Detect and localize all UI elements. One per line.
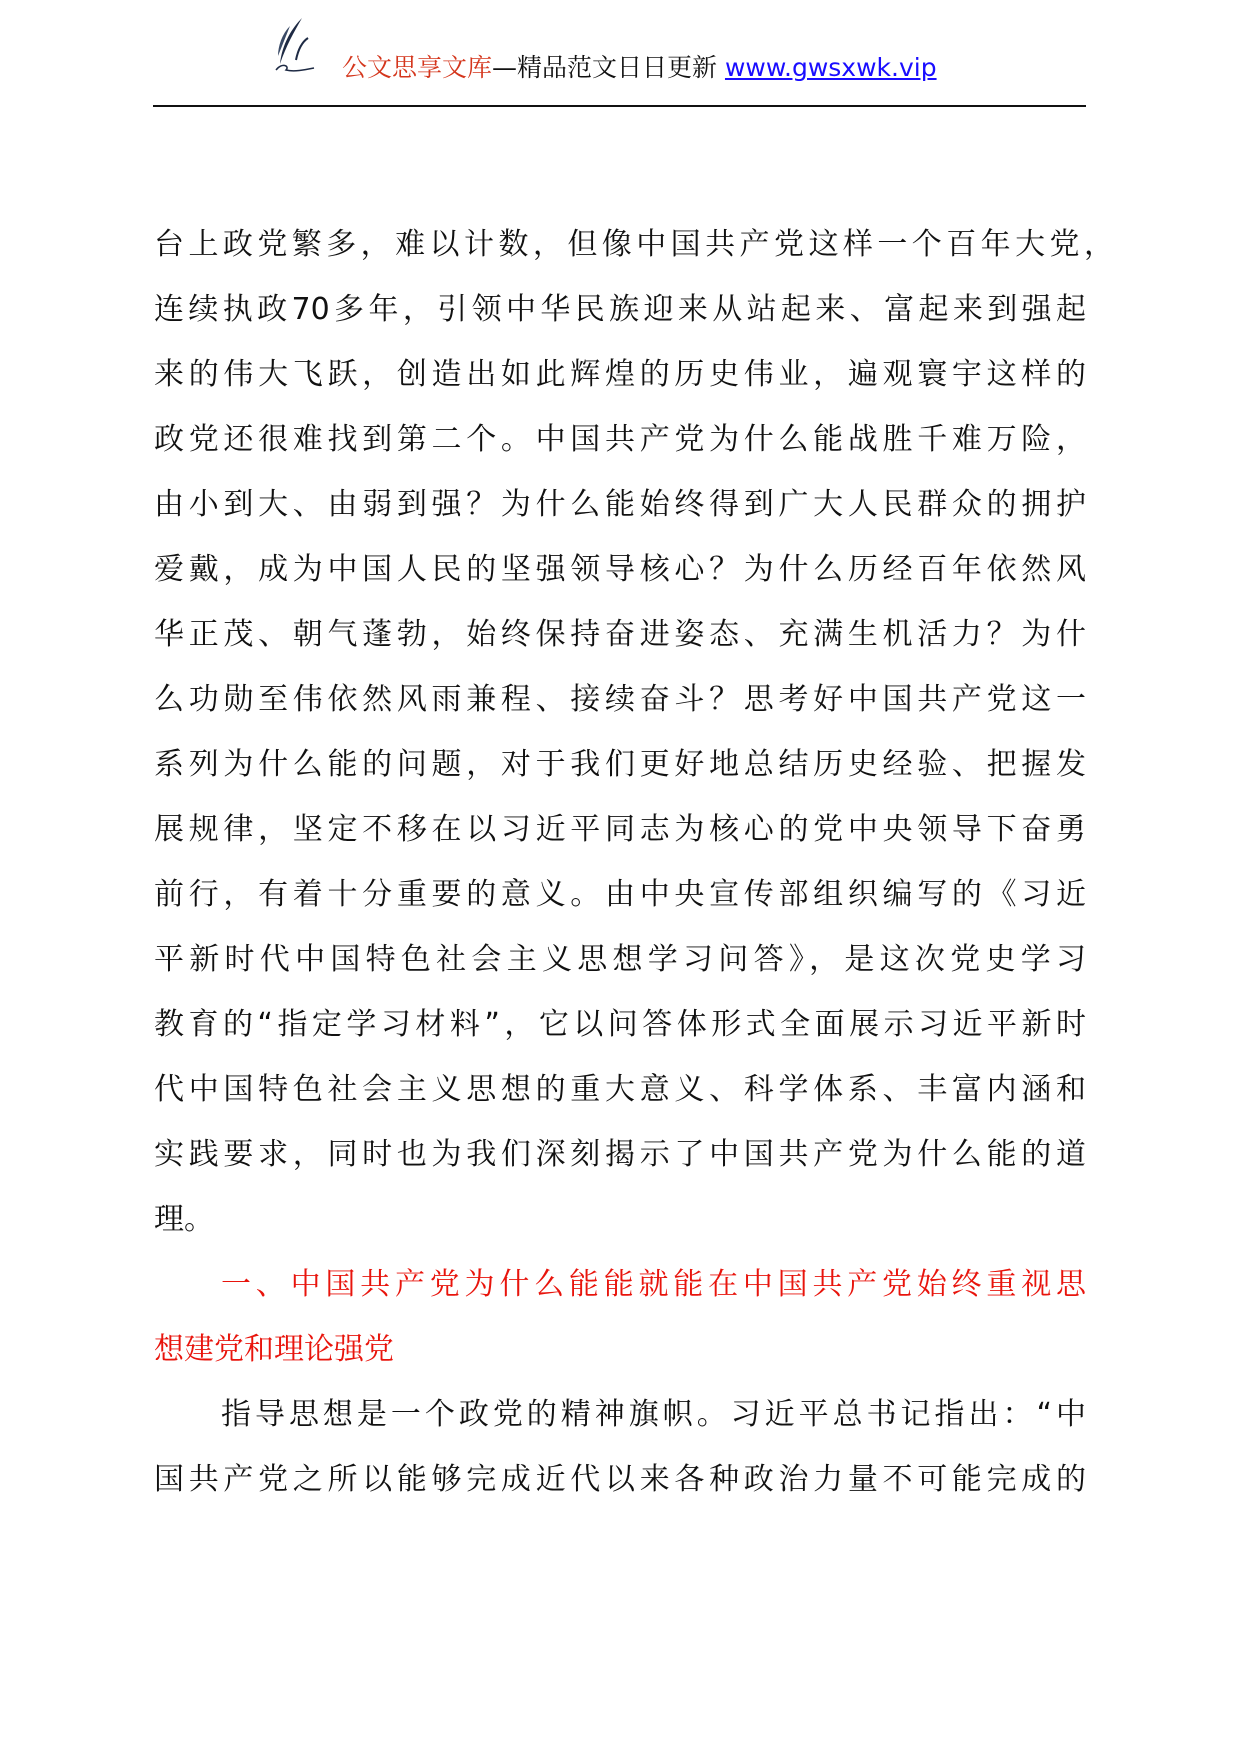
text-line: 展规律，坚定不移在以习近平同志为核心的党中央领导下奋勇 — [154, 812, 1086, 847]
text-line: 由小到大、由弱到强？为什么能始终得到广大人民群众的拥护 — [154, 487, 1086, 522]
document-body — [154, 212, 1114, 1512]
text-line: 政党还很难找到第二个。中国共产党为什么能战胜千难万险， — [154, 422, 1086, 457]
text-line: 前行，有着十分重要的意义。由中央宣传部组织编写的《习近 — [154, 877, 1086, 912]
header-divider — [153, 105, 1086, 107]
text-line: 连续执政70多年，引领中华民族迎来从站起来、富起来到强起 — [154, 292, 1086, 327]
text-line: 理。 — [154, 1202, 214, 1237]
brand-name: 公文思享文库 — [342, 53, 493, 82]
text-line: 么功勋至伟依然风雨兼程、接续奋斗？思考好中国共产党这一 — [154, 682, 1086, 717]
text-line: 教育的“指定学习材料”，它以问答体形式全面展示习近平新时 — [154, 1007, 1086, 1042]
text-line: 指导思想是一个政党的精神旗帜。习近平总书记指出：“中 — [221, 1397, 1086, 1432]
text-line: 国共产党之所以能够完成近代以来各种政治力量不可能完成的 — [154, 1462, 1086, 1497]
text-line: 台上政党繁多，难以计数，但像中国共产党这样一个百年大党， — [154, 227, 1114, 262]
header-banner — [342, 48, 937, 84]
section-heading-line: 一、中国共产党为什么能能就能在中国共产党始终重视思 — [221, 1267, 1086, 1302]
text-line: 爱戴，成为中国人民的坚强领导核心？为什么历经百年依然风 — [154, 552, 1086, 587]
text-line: 实践要求，同时也为我们深刻揭示了中国共产党为什么能的道 — [154, 1137, 1086, 1172]
site-link[interactable]: www.gwsxwk.vip — [724, 53, 937, 82]
text-line: 来的伟大飞跃，创造出如此辉煌的历史伟业，遍观寰宇这样的 — [154, 357, 1086, 392]
text-line: 代中国特色社会主义思想的重大意义、科学体系、丰富内涵和 — [154, 1072, 1086, 1107]
text-line: 系列为什么能的问题，对于我们更好地总结历史经验、把握发 — [154, 747, 1086, 782]
section-heading-line: 想建党和理论强党 — [154, 1332, 394, 1367]
tagline: —精品范文日日更新 — [492, 53, 725, 82]
quill-logo-icon — [272, 16, 318, 74]
text-line: 平新时代中国特色社会主义思想学习问答》，是这次党史学习 — [154, 942, 1086, 977]
text-line: 华正茂、朝气蓬勃，始终保持奋进姿态、充满生机活力？为什 — [154, 617, 1086, 652]
